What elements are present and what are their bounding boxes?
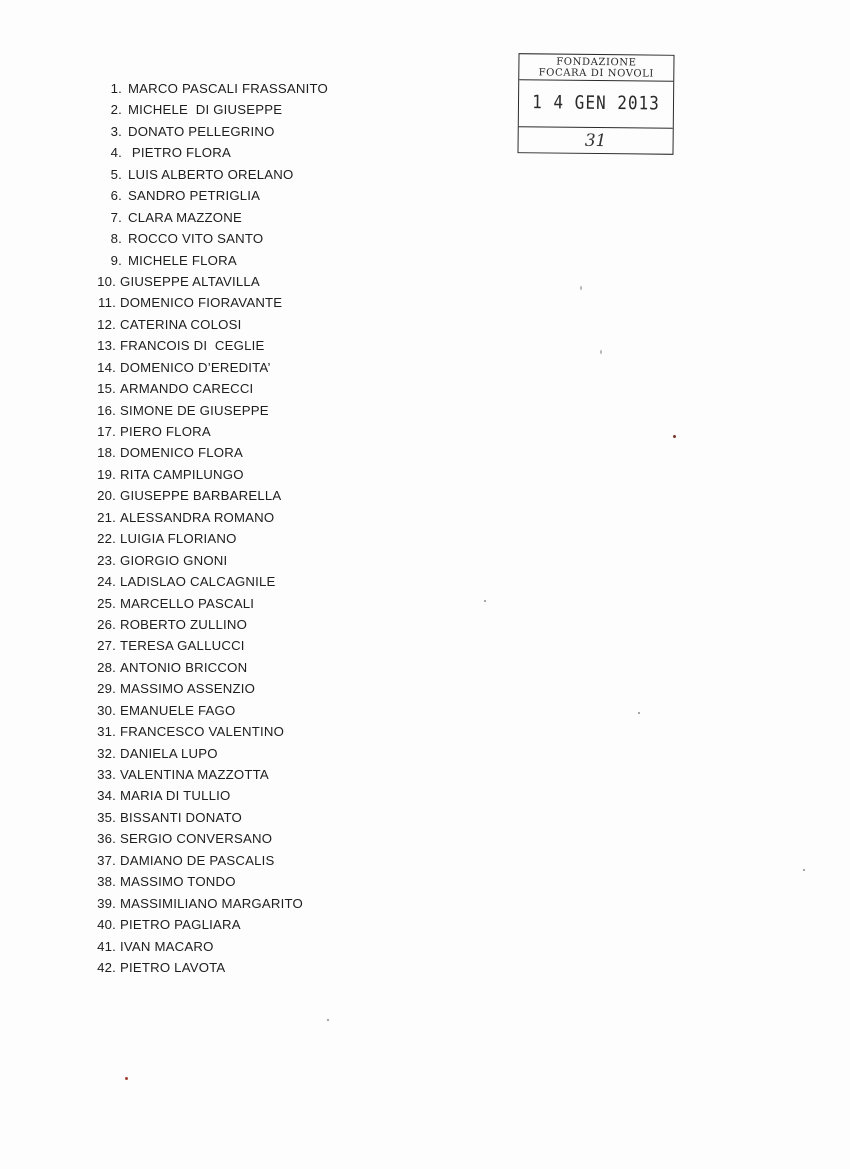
list-item-number: 37. bbox=[97, 852, 116, 868]
list-item-name: SANDRO PETRIGLIA bbox=[128, 188, 261, 204]
scan-speck bbox=[580, 286, 582, 290]
list-item-name: DOMENICO FLORA bbox=[120, 445, 243, 461]
scan-speck bbox=[600, 350, 602, 354]
list-item-number: 21. bbox=[97, 509, 116, 525]
list-item-name: LUIGIA FLORIANO bbox=[120, 531, 237, 547]
list-item-name: MASSIMO TONDO bbox=[120, 874, 236, 890]
list-item bbox=[86, 357, 328, 378]
list-item bbox=[86, 314, 328, 335]
reception-stamp bbox=[517, 53, 674, 155]
list-item-number: 3. bbox=[110, 123, 122, 139]
list-item-name: ROBERTO ZULLINO bbox=[120, 616, 248, 632]
list-item-number: 2. bbox=[110, 102, 122, 118]
list-item-name: DONATO PELLEGRINO bbox=[128, 123, 275, 139]
list-item-number: 33. bbox=[97, 767, 116, 782]
list-item-number: 4. bbox=[110, 145, 122, 161]
list-item-name: MARIA DI TULLIO bbox=[120, 788, 231, 804]
list-item-number: 42. bbox=[97, 959, 116, 975]
list-item-name: PIETRO LAVOTA bbox=[120, 959, 226, 975]
list-item-name: ALESSANDRA ROMANO bbox=[120, 509, 275, 525]
stamp-org-line1: FONDAZIONE bbox=[556, 56, 637, 69]
list-item-number: 41. bbox=[97, 938, 116, 954]
list-item-name: PIERO FLORA bbox=[120, 424, 211, 439]
list-item bbox=[86, 871, 328, 892]
stamp-divider-bottom bbox=[519, 126, 673, 129]
list-item-number: 8. bbox=[110, 231, 122, 247]
list-item-name: FRANCESCO VALENTINO bbox=[120, 724, 285, 740]
list-item-name: ANTONIO BRICCON bbox=[120, 659, 248, 675]
list-item bbox=[86, 185, 328, 206]
list-item-name: PIETRO PAGLIARA bbox=[120, 917, 241, 933]
list-item-name: LADISLAO CALCAGNILE bbox=[120, 574, 276, 590]
list-item bbox=[86, 743, 328, 764]
list-item bbox=[86, 678, 328, 699]
list-item bbox=[86, 657, 328, 678]
list-item-name: TERESA GALLUCCI bbox=[120, 638, 245, 654]
list-item bbox=[86, 507, 328, 528]
list-item-name: DAMIANO DE PASCALIS bbox=[120, 852, 275, 868]
scan-speck bbox=[327, 1019, 329, 1021]
scan-speck bbox=[125, 1077, 128, 1080]
list-item-name: MASSIMO ASSENZIO bbox=[120, 681, 256, 697]
list-item-number: 15. bbox=[97, 381, 116, 397]
list-item-number: 24. bbox=[97, 574, 116, 590]
list-item-number: 38. bbox=[97, 874, 116, 890]
list-item bbox=[86, 164, 328, 185]
list-item-name: DOMENICO FIORAVANTE bbox=[120, 295, 283, 311]
list-item-name: RITA CAMPILUNGO bbox=[120, 466, 244, 482]
list-item-number: 5. bbox=[110, 166, 122, 182]
list-item bbox=[86, 121, 328, 142]
list-item-number: 40. bbox=[97, 917, 116, 933]
list-item bbox=[86, 228, 328, 249]
list-item-number: 6. bbox=[110, 188, 122, 204]
list-item bbox=[86, 936, 328, 957]
list-item bbox=[86, 335, 328, 356]
scan-speck bbox=[638, 712, 640, 714]
list-item-number: 32. bbox=[97, 745, 116, 761]
list-item-name: FRANCOIS DI CEGLIE bbox=[120, 338, 265, 354]
list-item-name: DOMENICO D’EREDITA’ bbox=[120, 359, 271, 375]
list-item bbox=[86, 614, 328, 635]
scan-speck bbox=[484, 600, 486, 602]
list-item bbox=[86, 700, 328, 721]
list-item-number: 13. bbox=[97, 338, 116, 354]
list-item-number: 16. bbox=[97, 402, 116, 418]
list-item bbox=[86, 550, 328, 571]
list-item bbox=[86, 635, 328, 656]
list-item bbox=[86, 99, 328, 120]
list-item-name: MARCELLO PASCALI bbox=[120, 595, 255, 611]
list-item bbox=[86, 250, 328, 271]
scan-speck bbox=[803, 869, 805, 871]
list-item-name: PIETRO FLORA bbox=[128, 145, 231, 161]
list-item-number: 1. bbox=[110, 81, 122, 96]
list-item-number: 9. bbox=[110, 252, 122, 268]
list-item-number: 7. bbox=[110, 209, 122, 225]
list-item bbox=[86, 593, 328, 614]
list-item-name: SIMONE DE GIUSEPPE bbox=[120, 402, 269, 418]
list-item bbox=[86, 485, 328, 506]
list-item bbox=[86, 378, 328, 399]
list-item bbox=[86, 785, 328, 806]
list-item-number: 28. bbox=[97, 659, 116, 675]
list-item bbox=[86, 528, 328, 549]
list-item-name: LUIS ALBERTO ORELANO bbox=[128, 166, 294, 182]
list-item-name: GIUSEPPE ALTAVILLA bbox=[120, 273, 260, 289]
list-item-name: GIUSEPPE BARBARELLA bbox=[120, 488, 282, 504]
list-item-number: 11. bbox=[98, 295, 116, 311]
list-item bbox=[86, 78, 328, 99]
list-item bbox=[86, 828, 328, 849]
list-item bbox=[86, 142, 328, 163]
list-item-name: SERGIO CONVERSANO bbox=[120, 831, 273, 847]
list-item-number: 23. bbox=[97, 552, 116, 568]
list-item-number: 12. bbox=[97, 316, 116, 332]
list-item-name: BISSANTI DONATO bbox=[120, 809, 242, 825]
list-item-number: 18. bbox=[97, 445, 116, 461]
list-item-name: ROCCO VITO SANTO bbox=[128, 231, 264, 247]
stamp-organization bbox=[519, 56, 673, 80]
list-item-number: 17. bbox=[97, 424, 116, 439]
list-item-name: MARCO PASCALI FRASSANITO bbox=[128, 81, 328, 96]
list-item bbox=[86, 442, 328, 463]
names-list bbox=[86, 78, 328, 978]
list-item-name: MICHELE DI GIUSEPPE bbox=[128, 102, 283, 118]
list-item-number: 34. bbox=[97, 788, 116, 804]
list-item bbox=[86, 271, 328, 292]
list-item-name: GIORGIO GNONI bbox=[120, 552, 228, 568]
list-item-number: 26. bbox=[97, 616, 116, 632]
stamp-divider-top bbox=[519, 79, 673, 82]
list-item-name: IVAN MACARO bbox=[120, 938, 214, 954]
list-item-name: ARMANDO CARECCI bbox=[120, 381, 254, 397]
list-item-name: CATERINA COLOSI bbox=[120, 316, 242, 332]
list-item bbox=[86, 850, 328, 871]
list-item-name: VALENTINA MAZZOTTA bbox=[120, 767, 269, 782]
list-item bbox=[86, 207, 328, 228]
list-item-number: 27. bbox=[97, 638, 116, 654]
list-item-number: 29. bbox=[97, 681, 116, 697]
list-item-name: MICHELE FLORA bbox=[128, 252, 237, 268]
list-item bbox=[86, 464, 328, 485]
list-item-name: CLARA MAZZONE bbox=[128, 209, 242, 225]
list-item bbox=[86, 292, 328, 313]
scan-speck bbox=[673, 435, 676, 438]
list-item bbox=[86, 764, 328, 785]
list-item-number: 22. bbox=[97, 531, 116, 547]
list-item bbox=[86, 914, 328, 935]
list-item-name: DANIELA LUPO bbox=[120, 745, 218, 761]
list-item-number: 19. bbox=[97, 466, 116, 482]
stamp-date: 1 4 GEN 2013 bbox=[532, 90, 660, 115]
list-item bbox=[86, 957, 328, 978]
stamp-protocol-number: 31 bbox=[584, 130, 607, 152]
list-item-number: 10. bbox=[97, 273, 116, 289]
list-item-number: 31. bbox=[97, 724, 116, 740]
list-item-number: 25. bbox=[97, 595, 116, 611]
list-item-number: 20. bbox=[97, 488, 116, 504]
stamp-org-line2: FOCARA DI NOVOLI bbox=[538, 67, 655, 80]
list-item bbox=[86, 807, 328, 828]
list-item-number: 14. bbox=[97, 359, 116, 375]
list-item bbox=[86, 893, 328, 914]
list-item-number: 36. bbox=[97, 831, 116, 847]
list-item bbox=[86, 400, 328, 421]
list-item bbox=[86, 421, 328, 442]
list-item bbox=[86, 721, 328, 742]
list-item-name: EMANUELE FAGO bbox=[120, 702, 236, 718]
list-item-number: 39. bbox=[97, 895, 116, 911]
list-item-number: 35. bbox=[97, 809, 116, 825]
list-item bbox=[86, 571, 328, 592]
list-item-number: 30. bbox=[97, 702, 116, 718]
list-item-name: MASSIMILIANO MARGARITO bbox=[120, 895, 303, 911]
